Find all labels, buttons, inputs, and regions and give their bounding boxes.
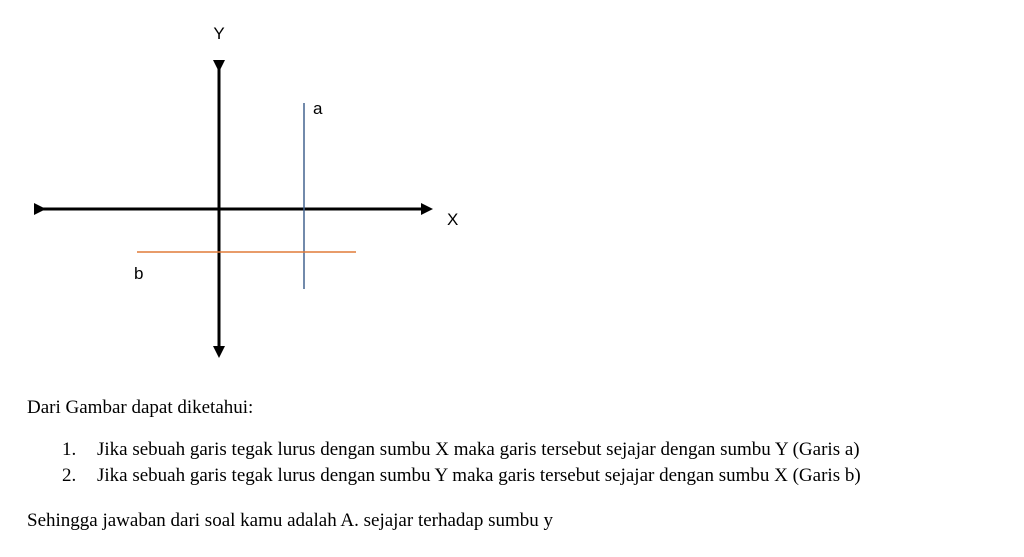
x-axis-label: X bbox=[447, 210, 459, 229]
list-item-number: 2. bbox=[62, 465, 77, 486]
list-item-number: 1. bbox=[62, 439, 77, 460]
line-b-label: b bbox=[134, 264, 144, 283]
line-a-label: a bbox=[313, 99, 323, 118]
y-axis-label: Y bbox=[213, 24, 225, 43]
list-item-text: Jika sebuah garis tegak lurus dengan sumbu X maka garis tersebut sejajar dengan sumbu Y (Garis a) bbox=[97, 439, 860, 460]
intro-text: Dari Gambar dapat diketahui: bbox=[27, 397, 254, 418]
list-item-text: Jika sebuah garis tegak lurus dengan sumbu Y maka garis tersebut sejajar dengan sumbu X (Garis b) bbox=[97, 465, 861, 486]
conclusion-text: Sehingga jawaban dari soal kamu adalah A. sejajar terhadap sumbu y bbox=[27, 510, 554, 531]
